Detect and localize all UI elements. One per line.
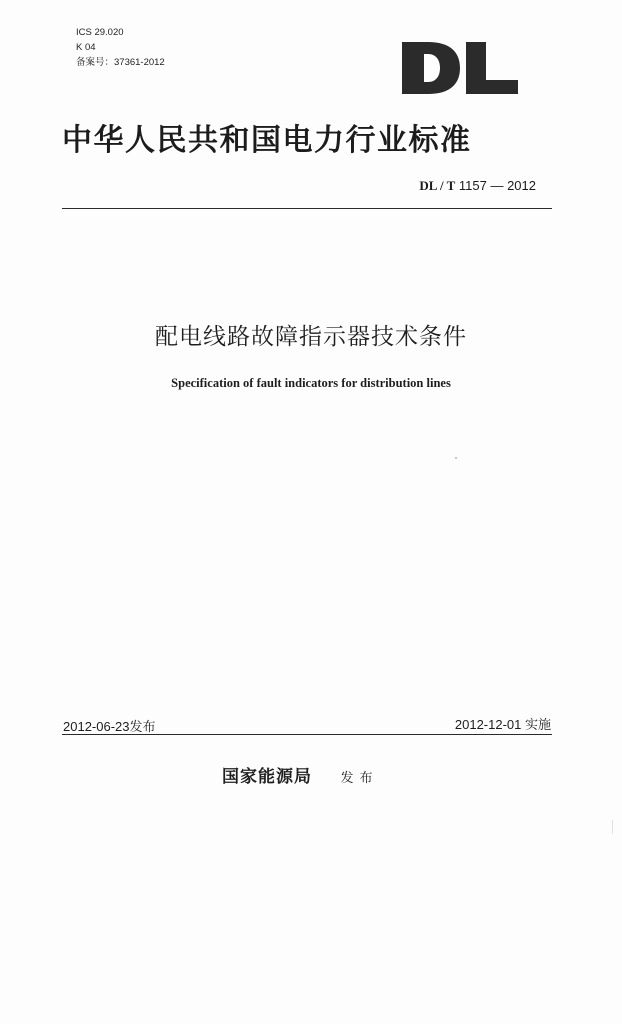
issue-date: 2012-06-23发布 [63, 719, 156, 734]
dl-logo-d [402, 42, 460, 94]
standard-number-value: 1157 — 2012 [458, 178, 536, 193]
scan-speck [612, 820, 613, 834]
implementation-date: 2012-12-01 实施 [454, 717, 551, 732]
issuer-action: 发布 [340, 770, 379, 785]
document-title-english: Specification of fault indicators for distribution lines [171, 376, 451, 390]
issuing-authority [222, 762, 378, 787]
category-code: K 04 [76, 42, 96, 53]
standard-number [419, 178, 536, 194]
dl-logo-l [466, 42, 518, 94]
issuer-name: 国家能源局 [222, 767, 312, 787]
classification-block [76, 25, 165, 70]
standard-number-prefix: DL / T [419, 178, 456, 193]
organization-title: 中华人民共和国电力行业标准 [62, 123, 472, 158]
scan-speck [455, 457, 457, 459]
record-number: 备案号：37361-2012 [76, 57, 165, 68]
top-divider [62, 208, 552, 209]
ics-code: ICS 29.020 [76, 27, 124, 38]
bottom-divider [62, 734, 552, 735]
dl-logo [402, 42, 518, 94]
document-title-chinese: 配电线路故障指示器技术条件 [155, 324, 467, 350]
